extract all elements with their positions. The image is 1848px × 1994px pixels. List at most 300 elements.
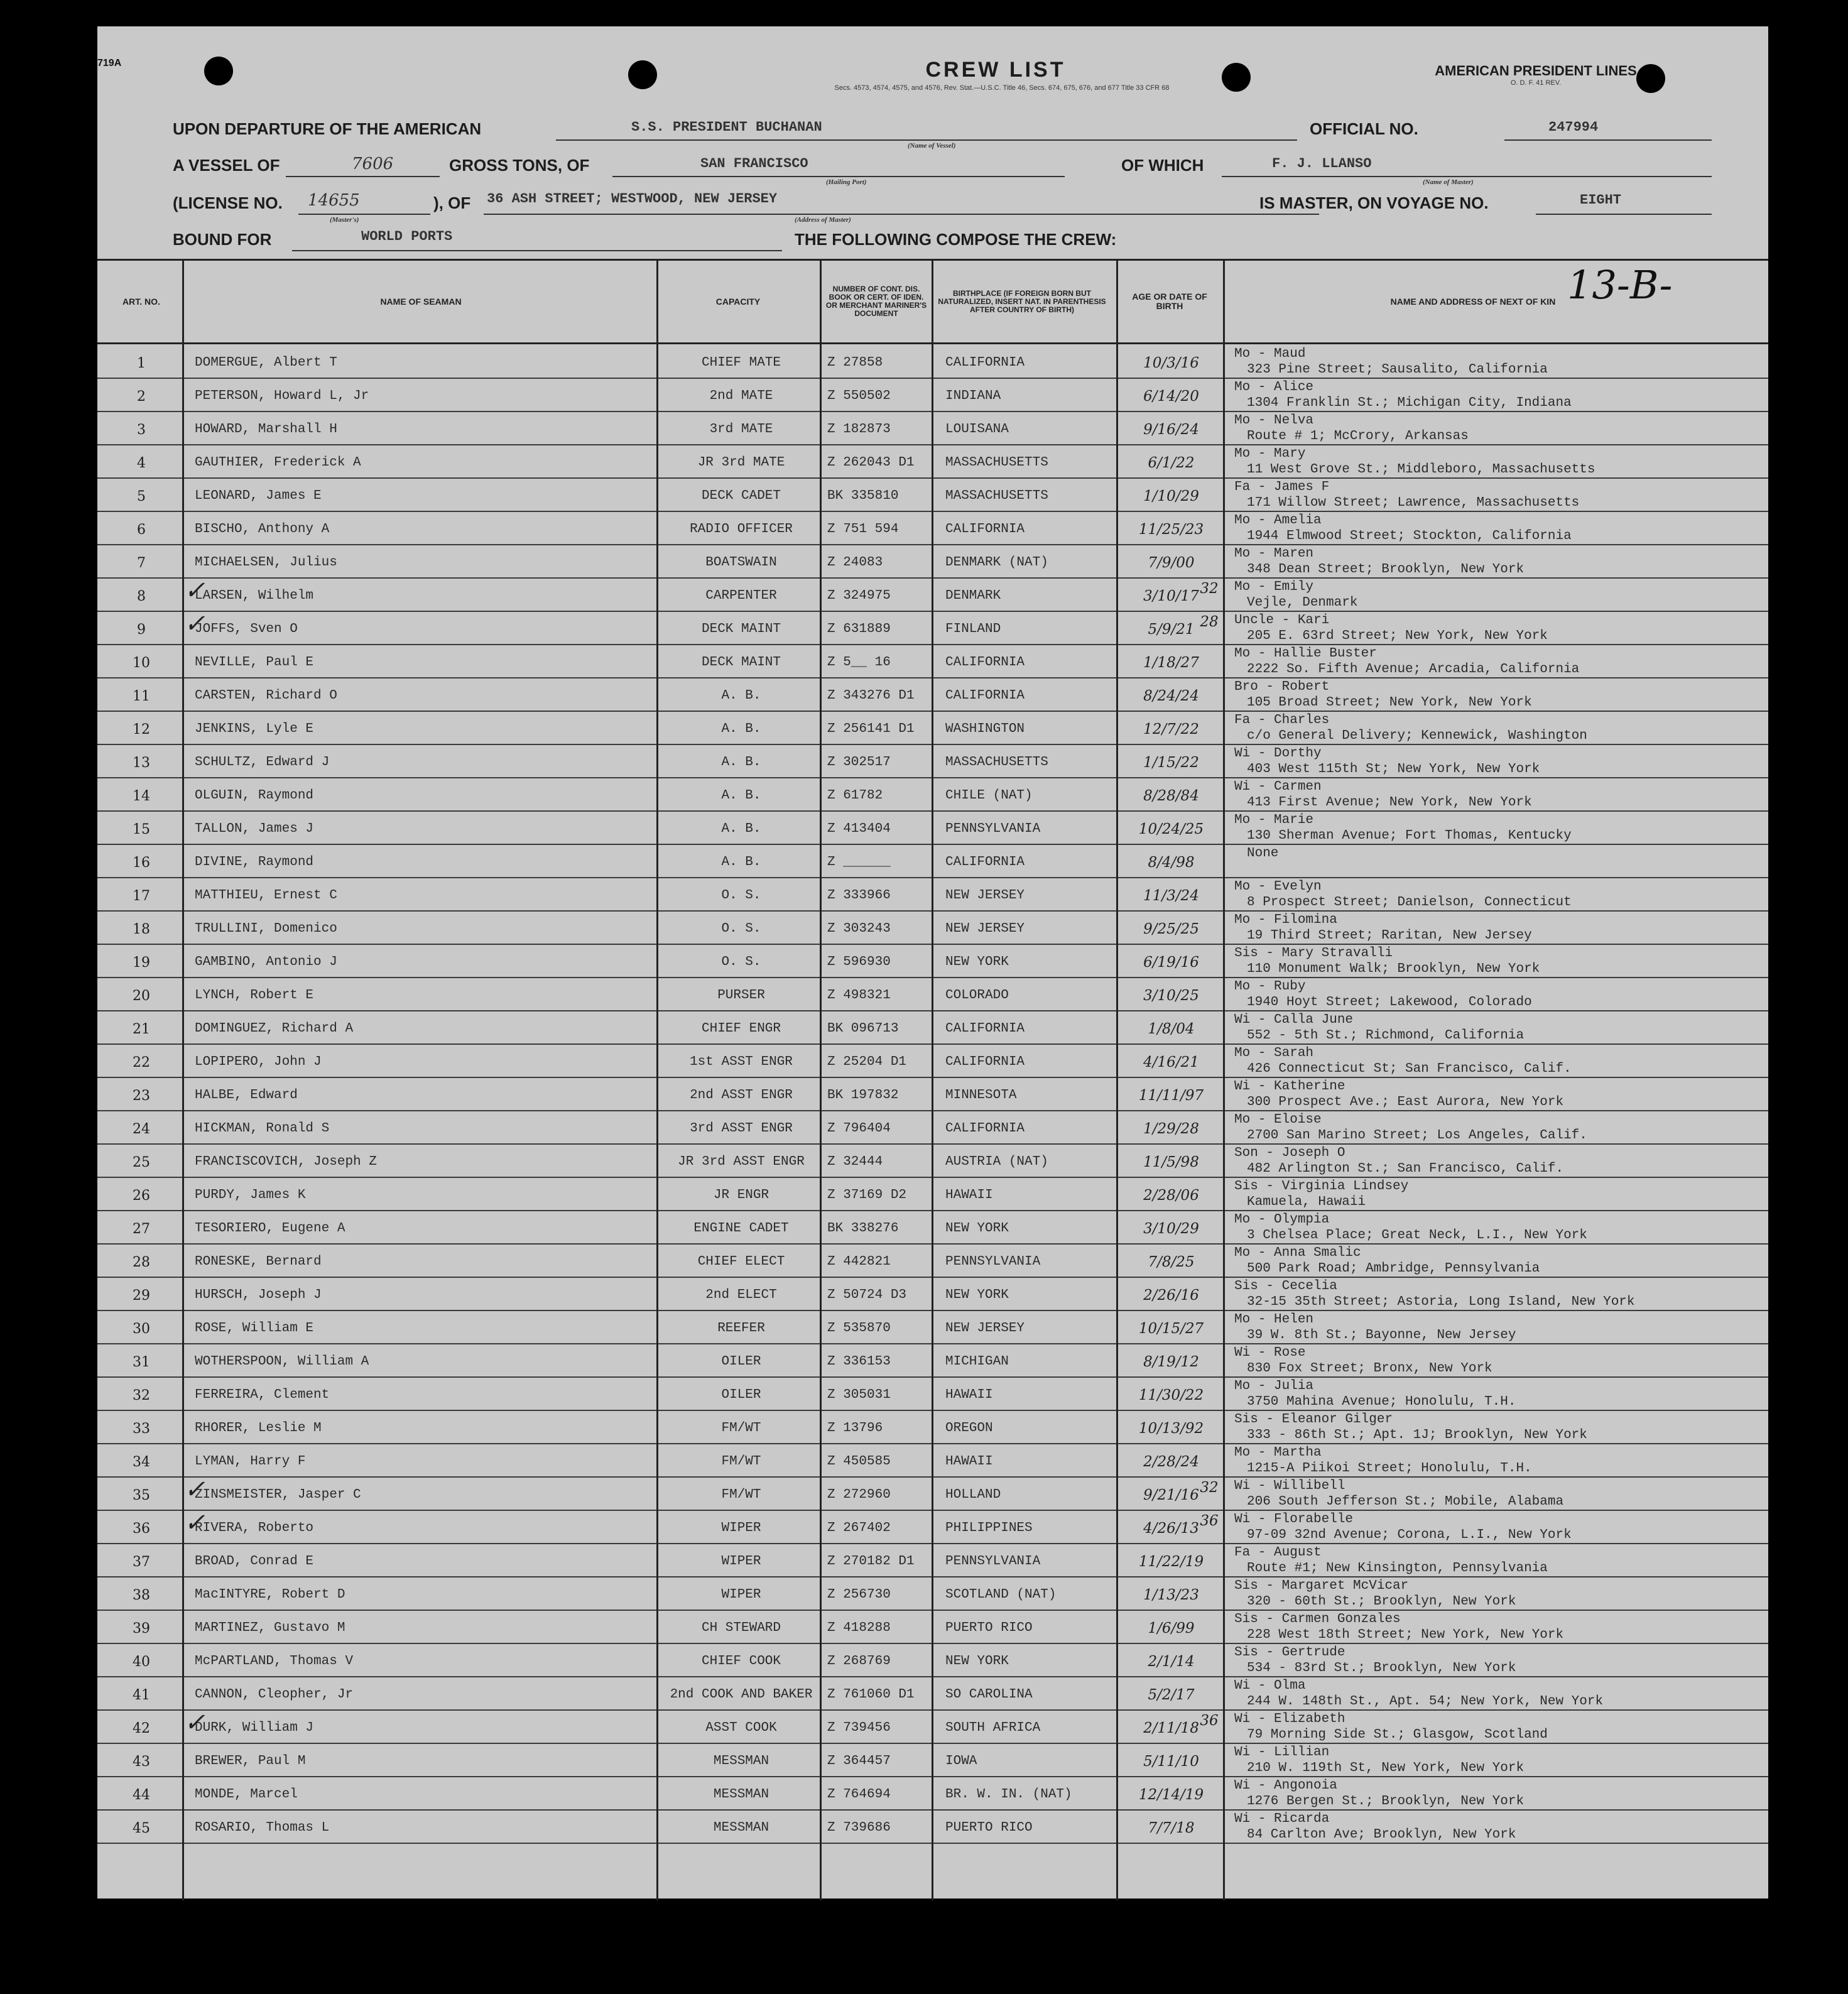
- birthplace: NEW YORK: [945, 1221, 1009, 1236]
- page-title: CREW LIST: [925, 58, 1066, 82]
- art-number: 17: [133, 888, 150, 904]
- capacity: O. S.: [721, 888, 761, 903]
- hailing-port: SAN FRANCISCO: [700, 156, 808, 172]
- art-number: 4: [137, 455, 146, 471]
- capacity: CHIEF MATE: [701, 356, 781, 370]
- art-number: 39: [133, 1621, 150, 1637]
- next-of-kin: [1234, 577, 1762, 613]
- next-of-kin: [1234, 777, 1762, 812]
- kin-relation: Sis - Virginia Lindsey: [1234, 1179, 1409, 1194]
- kin-relation: Mo - Evelyn: [1234, 880, 1322, 894]
- document-number: Z 303243: [827, 922, 891, 936]
- birthplace: CALIFORNIA: [945, 1121, 1025, 1136]
- kin-relation: Wi - Dorthy: [1234, 746, 1322, 761]
- col-header-kin: NAME AND ADDRESS OF NEXT OF KIN: [1390, 296, 1556, 307]
- art-number: 23: [133, 1088, 150, 1104]
- date-of-birth: 3/10/29: [1143, 1221, 1199, 1237]
- art-number: 11: [133, 689, 150, 704]
- document-number: BK 197832: [827, 1088, 899, 1103]
- master-name-line: [1222, 176, 1712, 177]
- capacity: 2nd ASST ENGR: [690, 1088, 793, 1103]
- birthplace: BR. W. IN. (NAT): [945, 1787, 1072, 1802]
- art-number: 38: [133, 1588, 150, 1603]
- statute-reference: Secs. 4573, 4574, 4575, and 4576, Rev. Stat.—U.S.C. Title 46, Secs. 674, 675, 676, and 677 Title 33 CFR 68: [834, 84, 1170, 92]
- kin-address: 171 Willow Street; Lawrence, Massachusetts: [1247, 496, 1580, 510]
- seaman-name: GAMBINO, Antonio J: [195, 955, 337, 969]
- date-of-birth: 10/24/25: [1138, 821, 1204, 837]
- kin-address: 426 Connecticut St; San Francisco, Calif.: [1247, 1062, 1572, 1076]
- kin-relation: Mo - Emily: [1234, 580, 1314, 594]
- document-number: Z 50724 D3: [827, 1288, 907, 1302]
- seaman-name: FERREIRA, Clement: [195, 1388, 330, 1402]
- capacity: JR 3rd ASST ENGR: [678, 1155, 805, 1169]
- date-of-birth: 2/1/14: [1148, 1653, 1195, 1670]
- capacity: FM/WT: [721, 1488, 761, 1502]
- vessel-of-label: A VESSEL OF: [173, 156, 280, 175]
- kin-address: 1276 Bergen St.; Brooklyn, New York: [1247, 1794, 1525, 1809]
- seaman-name: HURSCH, Joseph J: [195, 1288, 322, 1302]
- kin-address: 830 Fox Street; Bronx, New York: [1247, 1361, 1492, 1376]
- date-of-birth: 1/6/99: [1148, 1620, 1195, 1637]
- document-number: Z 27858: [827, 356, 883, 370]
- handwritten-age-note: 32: [1200, 580, 1219, 597]
- seaman-name: McPARTLAND, Thomas V: [195, 1654, 354, 1669]
- kin-address: 210 W. 119th St, New York, New York: [1247, 1761, 1525, 1775]
- date-of-birth: 6/1/22: [1148, 455, 1195, 471]
- kin-address: 3750 Mahina Avenue; Honolulu, T.H.: [1247, 1395, 1516, 1409]
- date-of-birth: 8/28/84: [1143, 788, 1199, 804]
- next-of-kin: [1234, 1410, 1762, 1445]
- document-number: Z 764694: [827, 1787, 891, 1802]
- capacity: 2nd COOK AND BAKER: [670, 1687, 813, 1702]
- capacity: A. B.: [721, 788, 761, 803]
- next-of-kin: [1234, 1610, 1762, 1645]
- date-of-birth: 3/10/25: [1143, 988, 1199, 1004]
- next-of-kin: [1234, 1476, 1762, 1512]
- document-number: Z 596930: [827, 955, 891, 969]
- next-of-kin: [1234, 511, 1762, 546]
- bound-for: WORLD PORTS: [361, 229, 453, 244]
- vessel-name-caption: (Name of Vessel): [908, 142, 956, 150]
- seaman-name: TALLON, James J: [195, 822, 314, 836]
- kin-relation: Fa - James F: [1234, 480, 1330, 494]
- date-of-birth: 11/5/98: [1143, 1154, 1199, 1170]
- date-of-birth: 1/15/22: [1143, 755, 1199, 771]
- document-number: BK 338276: [827, 1221, 899, 1236]
- birthplace: CALIFORNIA: [945, 689, 1025, 703]
- art-number: 30: [133, 1321, 150, 1337]
- art-number: 37: [133, 1554, 150, 1570]
- kin-relation: Mo - Maud: [1234, 347, 1306, 361]
- next-of-kin: [1234, 1376, 1762, 1412]
- art-number: 21: [133, 1022, 150, 1037]
- kin-relation: Mo - Marie: [1234, 813, 1314, 827]
- capacity: 2nd MATE: [709, 389, 773, 403]
- birthplace: PENNSYLVANIA: [945, 1554, 1041, 1569]
- form-code: 719A: [97, 58, 122, 68]
- next-of-kin: [1234, 1776, 1762, 1811]
- seaman-name: CANNON, Cleopher, Jr: [195, 1687, 354, 1702]
- birthplace: IOWA: [945, 1754, 977, 1768]
- birthplace: CALIFORNIA: [945, 855, 1025, 869]
- kin-relation: Mo - Filomina: [1234, 913, 1337, 927]
- seaman-name: BISCHO, Anthony A: [195, 522, 330, 537]
- next-of-kin: [1234, 644, 1762, 679]
- capacity: MESSMAN: [713, 1787, 769, 1802]
- date-of-birth: 9/16/24: [1143, 422, 1199, 438]
- date-of-birth: 12/7/22: [1143, 721, 1199, 738]
- date-of-birth: 5/9/21: [1148, 621, 1195, 638]
- document-number: Z 333966: [827, 888, 891, 903]
- license-no: 14655: [308, 191, 360, 210]
- license-label: (LICENSE NO.: [173, 193, 283, 212]
- birthplace: AUSTRIA (NAT): [945, 1155, 1048, 1169]
- capacity: CHIEF COOK: [701, 1654, 781, 1669]
- document-number: Z 182873: [827, 422, 891, 437]
- kin-relation: Mo - Eloise: [1234, 1113, 1322, 1127]
- kin-address: 323 Pine Street; Sausalito, California: [1247, 362, 1548, 377]
- art-number: 35: [133, 1488, 150, 1503]
- date-of-birth: 5/2/17: [1148, 1687, 1195, 1703]
- birthplace: PENNSYLVANIA: [945, 1255, 1041, 1269]
- document-number: Z 450585: [827, 1454, 891, 1469]
- next-of-kin: [1234, 344, 1762, 379]
- next-of-kin: [1234, 1310, 1762, 1345]
- document-number: Z 268769: [827, 1654, 891, 1669]
- crew-label: THE FOLLOWING COMPOSE THE CREW:: [795, 230, 1117, 249]
- kin-address: 130 Sherman Avenue; Fort Thomas, Kentucky: [1247, 829, 1572, 843]
- kin-address: 1304 Franklin St.; Michigan City, Indiana: [1247, 396, 1572, 410]
- date-of-birth: 11/3/24: [1143, 888, 1199, 904]
- kin-address: 110 Monument Walk; Brooklyn, New York: [1247, 962, 1540, 976]
- next-of-kin: [1234, 1643, 1762, 1678]
- capacity: 3rd MATE: [709, 422, 773, 437]
- kin-relation: Wi - Angonoia: [1234, 1779, 1337, 1793]
- col-divider-6: [1223, 261, 1225, 1900]
- capacity: O. S.: [721, 922, 761, 936]
- official-no-line: [1504, 139, 1712, 141]
- date-of-birth: 5/11/10: [1143, 1753, 1199, 1770]
- kin-relation: Sis - Eleanor Gilger: [1234, 1412, 1393, 1427]
- company-form-number: O. D. F. 41 REV.: [1510, 79, 1562, 87]
- birthplace: DENMARK: [945, 589, 1001, 603]
- kin-address: 39 W. 8th St.; Bayonne, New Jersey: [1247, 1328, 1516, 1343]
- capacity: MESSMAN: [713, 1821, 769, 1835]
- kin-address: 1944 Elmwood Street; Stockton, California: [1247, 529, 1572, 543]
- official-no: 247994: [1548, 119, 1599, 135]
- crew-list-document: [97, 26, 1768, 1899]
- col-header-art: ART. NO.: [122, 296, 160, 307]
- kin-address: 2700 San Marino Street; Los Angeles, Calif.: [1247, 1128, 1587, 1143]
- voyage-no: EIGHT: [1580, 192, 1622, 208]
- seaman-name: BROAD, Conrad E: [195, 1554, 314, 1569]
- date-of-birth: 9/21/16: [1143, 1487, 1199, 1503]
- seaman-name: DIVINE, Raymond: [195, 855, 314, 869]
- next-of-kin: [1234, 1709, 1762, 1745]
- birthplace: CHILE (NAT): [945, 788, 1033, 803]
- birthplace: HOLLAND: [945, 1488, 1001, 1502]
- document-number: Z 13796: [827, 1421, 883, 1436]
- seaman-name: RHORER, Leslie M: [195, 1421, 322, 1436]
- crew-table: [97, 259, 1768, 1900]
- seaman-name: JENKINS, Lyle E: [195, 722, 314, 736]
- seaman-name: ROSARIO, Thomas L: [195, 1821, 330, 1835]
- gross-tons: 7606: [352, 155, 394, 173]
- kin-relation: Sis - Gertrude: [1234, 1645, 1345, 1660]
- date-of-birth: 1/29/28: [1143, 1121, 1199, 1137]
- art-number: 9: [137, 622, 146, 638]
- date-of-birth: 8/19/12: [1143, 1354, 1199, 1370]
- art-number: 41: [133, 1687, 150, 1703]
- document-number: Z 739686: [827, 1821, 891, 1835]
- kin-address: Kamuela, Hawaii: [1247, 1195, 1366, 1209]
- kin-address: Route # 1; McCrory, Arkansas: [1247, 429, 1469, 444]
- date-of-birth: 1/8/04: [1148, 1021, 1195, 1037]
- company-name: AMERICAN PRESIDENT LINES: [1435, 63, 1637, 79]
- date-of-birth: 2/28/24: [1143, 1454, 1199, 1470]
- date-of-birth: 4/26/13: [1143, 1520, 1199, 1537]
- handwritten-age-note: 36: [1200, 1713, 1219, 1729]
- capacity: 2nd ELECT: [705, 1288, 777, 1302]
- birthplace: NEW YORK: [945, 955, 1009, 969]
- document-number: Z 550502: [827, 389, 891, 403]
- date-of-birth: 4/16/21: [1143, 1054, 1199, 1071]
- art-number: 19: [133, 955, 150, 971]
- document-number: Z 305031: [827, 1388, 891, 1402]
- kin-address: 403 West 115th St; New York, New York: [1247, 762, 1540, 776]
- seaman-name: RONESKE, Bernard: [195, 1255, 322, 1269]
- art-number: 34: [133, 1454, 150, 1470]
- kin-address: 3 Chelsea Place; Great Neck, L.I., New York: [1247, 1228, 1587, 1243]
- document-number: Z 324975: [827, 589, 891, 603]
- birthplace: COLORADO: [945, 988, 1009, 1003]
- kin-relation: Mo - Alice: [1234, 380, 1314, 395]
- check-mark-icon: ✓: [184, 1475, 205, 1504]
- document-number: Z 37169 D2: [827, 1188, 907, 1202]
- capacity: WIPER: [721, 1588, 761, 1602]
- capacity: ASST COOK: [705, 1721, 777, 1735]
- col-divider-2: [656, 261, 658, 1900]
- date-of-birth: 8/24/24: [1143, 688, 1199, 704]
- capacity: O. S.: [721, 955, 761, 969]
- date-of-birth: 7/8/25: [1148, 1254, 1195, 1270]
- date-of-birth: 11/25/23: [1138, 521, 1204, 538]
- seaman-name: LYNCH, Robert E: [195, 988, 314, 1003]
- birthplace: CALIFORNIA: [945, 356, 1025, 370]
- date-of-birth: 10/13/92: [1138, 1420, 1204, 1437]
- col-divider-4: [932, 261, 933, 1900]
- kin-address: 105 Broad Street; New York, New York: [1247, 695, 1532, 710]
- capacity: FM/WT: [721, 1421, 761, 1436]
- kin-relation: Sis - Cecelia: [1234, 1279, 1337, 1294]
- kin-relation: Mo - Olympia: [1234, 1212, 1330, 1227]
- date-of-birth: 2/28/06: [1143, 1187, 1199, 1204]
- document-number: Z 498321: [827, 988, 891, 1003]
- next-of-kin: [1234, 1277, 1762, 1312]
- kin-address: 19 Third Street; Raritan, New Jersey: [1247, 929, 1532, 943]
- birthplace: NEW YORK: [945, 1288, 1009, 1302]
- art-number: 5: [137, 489, 146, 504]
- date-of-birth: 8/4/98: [1148, 854, 1195, 871]
- capacity: MESSMAN: [713, 1754, 769, 1768]
- seaman-name: MATTHIEU, Ernest C: [195, 888, 337, 903]
- art-number: 26: [133, 1188, 150, 1204]
- art-number: 8: [137, 589, 146, 604]
- kin-relation: Mo - Nelva: [1234, 413, 1314, 428]
- kin-relation: Son - Joseph O: [1234, 1146, 1345, 1160]
- date-of-birth: 9/25/25: [1143, 921, 1199, 937]
- capacity: FM/WT: [721, 1454, 761, 1469]
- next-of-kin: [1234, 411, 1762, 446]
- art-number: 43: [133, 1754, 150, 1770]
- master-address-line: [484, 214, 1319, 215]
- punch-hole-1: [204, 57, 233, 85]
- kin-address: 413 First Avenue; New York, New York: [1247, 795, 1532, 810]
- seaman-name: HALBE, Edward: [195, 1088, 298, 1103]
- birthplace: HAWAII: [945, 1188, 993, 1202]
- birthplace: NEW YORK: [945, 1654, 1009, 1669]
- date-of-birth: 6/14/20: [1143, 388, 1199, 405]
- next-of-kin: [1234, 477, 1762, 513]
- next-of-kin: [1234, 1110, 1762, 1145]
- art-number: 1: [137, 356, 146, 371]
- master-name-caption: (Name of Master): [1423, 178, 1474, 186]
- seaman-name: TESORIERO, Eugene A: [195, 1221, 345, 1236]
- art-number: 31: [133, 1354, 150, 1370]
- seaman-name: PURDY, James K: [195, 1188, 306, 1202]
- capacity: ENGINE CADET: [693, 1221, 789, 1236]
- next-of-kin: [1234, 1343, 1762, 1378]
- seaman-name: MICHAELSEN, Julius: [195, 555, 337, 570]
- license-no-line: [298, 214, 430, 215]
- next-of-kin: [1234, 544, 1762, 579]
- next-of-kin: [1234, 1043, 1762, 1079]
- capacity: OILER: [721, 1354, 761, 1369]
- kin-address: 482 Arlington St.; San Francisco, Calif.: [1247, 1162, 1564, 1176]
- vessel-name-line: [556, 139, 1297, 141]
- kin-address: Vejle, Denmark: [1247, 596, 1358, 610]
- vessel-name: S.S. PRESIDENT BUCHANAN: [631, 119, 822, 135]
- art-number: 16: [133, 855, 150, 871]
- kin-relation: Uncle - Kari: [1234, 613, 1330, 628]
- birthplace: MICHIGAN: [945, 1354, 1009, 1369]
- next-of-kin: [1234, 1543, 1762, 1578]
- art-number: 44: [133, 1787, 150, 1803]
- seaman-name: DURK, William J: [195, 1721, 314, 1735]
- seaman-name: OLGUIN, Raymond: [195, 788, 314, 803]
- date-of-birth: 10/15/27: [1138, 1321, 1204, 1337]
- master-name: F. J. LLANSO: [1272, 156, 1372, 172]
- date-of-birth: 10/3/16: [1143, 355, 1199, 371]
- art-number: 3: [137, 422, 146, 438]
- kin-relation: Wi - Carmen: [1234, 780, 1322, 794]
- document-number: Z 751 594: [827, 522, 899, 537]
- kin-relation: Wi - Calla June: [1234, 1013, 1354, 1027]
- bound-for-line: [292, 250, 782, 251]
- check-mark-icon: ✓: [184, 576, 205, 605]
- kin-address: 500 Park Road; Ambridge, Pennsylvania: [1247, 1261, 1540, 1276]
- kin-relation: Sis - Carmen Gonzales: [1234, 1612, 1401, 1626]
- kin-address: 300 Prospect Ave.; East Aurora, New York: [1247, 1095, 1564, 1109]
- kin-relation: Mo - Hallie Buster: [1234, 646, 1377, 661]
- capacity: DECK CADET: [701, 489, 781, 503]
- document-number: Z 267402: [827, 1521, 891, 1535]
- document-number: Z 32444: [827, 1155, 883, 1169]
- kin-address: 1940 Hoyt Street; Lakewood, Colorado: [1247, 995, 1532, 1010]
- voyage-no-line: [1536, 214, 1712, 215]
- birthplace: CALIFORNIA: [945, 655, 1025, 670]
- document-number: Z 413404: [827, 822, 891, 836]
- next-of-kin: [1234, 1743, 1762, 1778]
- document-number: Z 270182 D1: [827, 1554, 915, 1569]
- document-number: Z 24083: [827, 555, 883, 570]
- handwritten-age-note: 28: [1200, 614, 1219, 630]
- handwritten-age-note: 36: [1200, 1513, 1219, 1529]
- birthplace: PENNSYLVANIA: [945, 822, 1041, 836]
- next-of-kin: [1234, 810, 1762, 846]
- kin-relation: Wi - Ricarda: [1234, 1812, 1330, 1826]
- col-divider-1: [182, 261, 184, 1900]
- col-header-birthplace: BIRTHPLACE (IF FOREIGN BORN BUT NATURALIZED, INSERT NAT. IN PARENTHESIS AFTER COUNTRY OF BIRTH): [938, 288, 1106, 314]
- art-number: 20: [133, 988, 150, 1004]
- seaman-name: LARSEN, Wilhelm: [195, 589, 314, 603]
- license-caption: (Master's): [330, 216, 359, 224]
- next-of-kin: [1234, 611, 1762, 646]
- col-divider-3: [820, 261, 822, 1900]
- kin-relation: Mo - Julia: [1234, 1379, 1314, 1393]
- kin-address: 206 South Jefferson St.; Mobile, Alabama: [1247, 1495, 1564, 1509]
- document-number: Z 272960: [827, 1488, 891, 1502]
- next-of-kin: [1234, 711, 1762, 746]
- kin-address: 2222 So. Fifth Avenue; Arcadia, California: [1247, 662, 1580, 677]
- birthplace: SOUTH AFRICA: [945, 1721, 1041, 1735]
- birthplace: MASSACHUSETTS: [945, 489, 1048, 503]
- capacity: 1st ASST ENGR: [690, 1055, 793, 1069]
- art-number: 6: [137, 522, 146, 538]
- next-of-kin: [1234, 1077, 1762, 1112]
- birthplace: WASHINGTON: [945, 722, 1025, 736]
- seaman-name: HOWARD, Marshall H: [195, 422, 337, 437]
- capacity: CHIEF ELECT: [697, 1255, 785, 1269]
- kin-address: 84 Carlton Ave; Brooklyn, New York: [1247, 1828, 1516, 1842]
- date-of-birth: 7/9/00: [1148, 555, 1195, 571]
- seaman-name: ROSE, William E: [195, 1321, 314, 1336]
- art-number: 36: [133, 1521, 150, 1537]
- voyage-label: IS MASTER, ON VOYAGE NO.: [1259, 193, 1489, 212]
- document-number: Z 256730: [827, 1588, 891, 1602]
- next-of-kin: [1234, 877, 1762, 912]
- check-mark-icon: ✓: [184, 1508, 205, 1537]
- capacity: A. B.: [721, 689, 761, 703]
- document-number: Z 256141 D1: [827, 722, 915, 736]
- master-address-caption: (Address of Master): [795, 216, 851, 224]
- date-of-birth: 1/10/29: [1143, 488, 1199, 504]
- date-of-birth: 12/14/19: [1138, 1787, 1204, 1803]
- art-number: 28: [133, 1255, 150, 1270]
- document-number: Z 25204 D1: [827, 1055, 907, 1069]
- capacity: WIPER: [721, 1554, 761, 1569]
- next-of-kin: [1234, 910, 1762, 945]
- date-of-birth: 11/11/97: [1138, 1087, 1204, 1104]
- kin-address: c/o General Delivery; Kennewick, Washington: [1247, 729, 1587, 743]
- kin-relation: Mo - Sarah: [1234, 1046, 1314, 1060]
- next-of-kin: [1234, 1143, 1762, 1179]
- birthplace: PHILIPPINES: [945, 1521, 1033, 1535]
- document-number: Z 302517: [827, 755, 891, 770]
- kin-relation: Mo - Anna Smalic: [1234, 1246, 1361, 1260]
- next-of-kin: [1234, 1210, 1762, 1245]
- departure-label: UPON DEPARTURE OF THE AMERICAN: [173, 119, 482, 138]
